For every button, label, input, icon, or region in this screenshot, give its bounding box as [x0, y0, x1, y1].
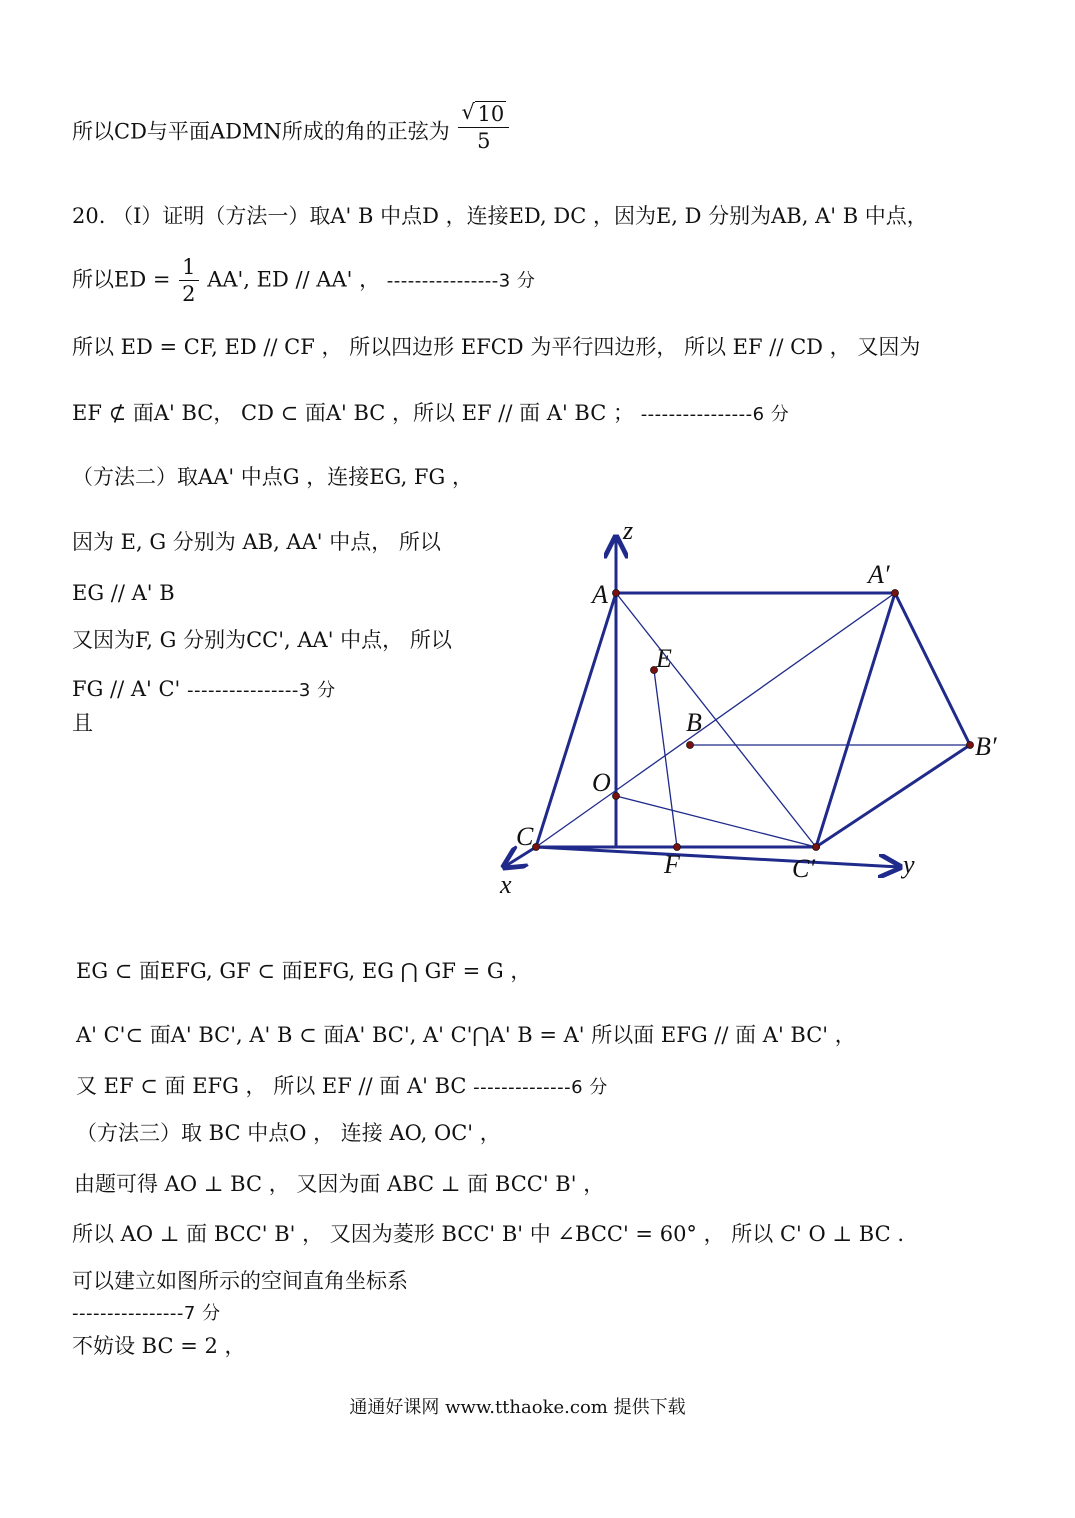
edge-Cprime-Aprime — [816, 593, 895, 847]
score-mark-6: ----------------6 分 — [640, 404, 790, 425]
edge-Bprime-Cprime — [816, 745, 970, 847]
line-13: A' C'⊂ 面A' BC', A' B ⊂ 面A' BC', A' C'⋂A' B = A' 所以面 EFG // 面 A' BC' ， — [76, 1023, 856, 1047]
label-y: y — [903, 850, 915, 879]
label-C: C — [516, 822, 534, 851]
line-8: EG // A' B — [72, 581, 175, 605]
point-Aprime — [892, 590, 899, 597]
label-F: F — [664, 850, 680, 879]
label-A: A — [592, 580, 608, 609]
point-B — [687, 742, 694, 749]
line-10-text: FG // A' C' — [72, 677, 181, 701]
line-4: 所以 ED = CF, ED // CF ， 所以四边形 EFCD 为平行四边形， 所以 EF // CD ， 又因为 — [72, 335, 921, 359]
line-14 — [76, 1076, 608, 1097]
point-C — [533, 844, 540, 851]
line-3 — [72, 255, 535, 307]
line-5-text: EF ⊄ 面A' BC， CD ⊂ 面A' BC ，所以 EF // 面 A' BC ； — [72, 401, 634, 425]
point-A — [613, 590, 620, 597]
fraction-half-num: 1 — [179, 255, 198, 281]
line-10 — [72, 679, 336, 700]
edge-C-A — [536, 593, 616, 847]
label-E: E — [656, 644, 672, 673]
edge-Aprime-Bprime — [895, 593, 970, 745]
line-E-F — [654, 670, 677, 847]
line-11: 且 — [72, 711, 93, 735]
line-12: EG ⊂ 面EFG, GF ⊂ 面EFG, EG ⋂ GF = G ， — [76, 959, 532, 983]
label-Aprime: A′ — [868, 560, 890, 589]
label-O: O — [592, 768, 611, 797]
point-Cprime — [813, 844, 820, 851]
line-O-Cprime — [616, 796, 816, 847]
line-9: 又因为F, G 分别为CC', AA' 中点， 所以 — [72, 628, 452, 652]
line-6: （方法二）取AA' 中点G ，连接EG, FG ， — [72, 465, 473, 489]
line-7: 因为 E, G 分别为 AB, AA' 中点， 所以 — [72, 530, 441, 554]
line-18: 可以建立如图所示的空间直角坐标系 — [72, 1269, 408, 1293]
score-mark-3: ----------------3 分 — [386, 270, 536, 292]
score-mark-3b: ----------------3 分 — [187, 680, 336, 701]
line-3-post: AA', ED // AA' ， — [207, 267, 381, 292]
fraction-one-half — [179, 255, 198, 307]
line-14-text: 又 EF ⊂ 面 EFG ， 所以 EF // 面 A' BC — [76, 1074, 467, 1098]
prism-coordinate-figure — [490, 515, 1030, 910]
fraction-half-den: 2 — [182, 282, 196, 307]
page-footer: 通通好课网 www.tthaoke.com 提供下载 — [349, 1397, 686, 1418]
fraction-sqrt10-over-5: √ 10 5 — [458, 102, 509, 154]
line-2: 20. （Ⅰ）证明（方法一）取A' B 中点D ，连接ED, DC ，因为E, D 分别为AB, A' B 中点， — [72, 204, 928, 228]
line-A-Cprime — [616, 593, 816, 847]
score-mark-6b: --------------6 分 — [473, 1077, 608, 1098]
label-Bprime: B′ — [975, 732, 997, 761]
line-20: 不妨设 BC = 2 ， — [72, 1334, 246, 1358]
label-z: z — [623, 516, 634, 545]
line-17: 所以 AO ⊥ 面 BCC' B' ， 又因为菱形 BCC' B' 中 ∠BCC' = 60° ， 所以 C' O ⊥ BC . — [72, 1222, 905, 1246]
y-axis — [536, 847, 900, 867]
point-Bprime — [967, 742, 974, 749]
label-B: B — [686, 708, 702, 737]
point-O — [613, 793, 620, 800]
line-16: 由题可得 AO ⊥ BC ， 又因为面 ABC ⊥ 面 BCC' B' ， — [74, 1172, 605, 1196]
line-1-text: 所以CD与平面ADMN所成的角的正弦为 — [72, 119, 450, 144]
label-Cprime: C′ — [792, 854, 816, 883]
line-5 — [72, 403, 789, 424]
line-1 — [72, 100, 511, 154]
line-19: ----------------7 分 — [72, 1303, 221, 1324]
fraction-numerator: 10 — [477, 102, 505, 126]
line-15: （方法三）取 BC 中点O ， 连接 AO, OC' ， — [76, 1121, 501, 1145]
line-3-pre: 所以ED = — [72, 267, 171, 292]
fraction-denominator: 5 — [477, 129, 491, 154]
label-x: x — [500, 870, 512, 899]
